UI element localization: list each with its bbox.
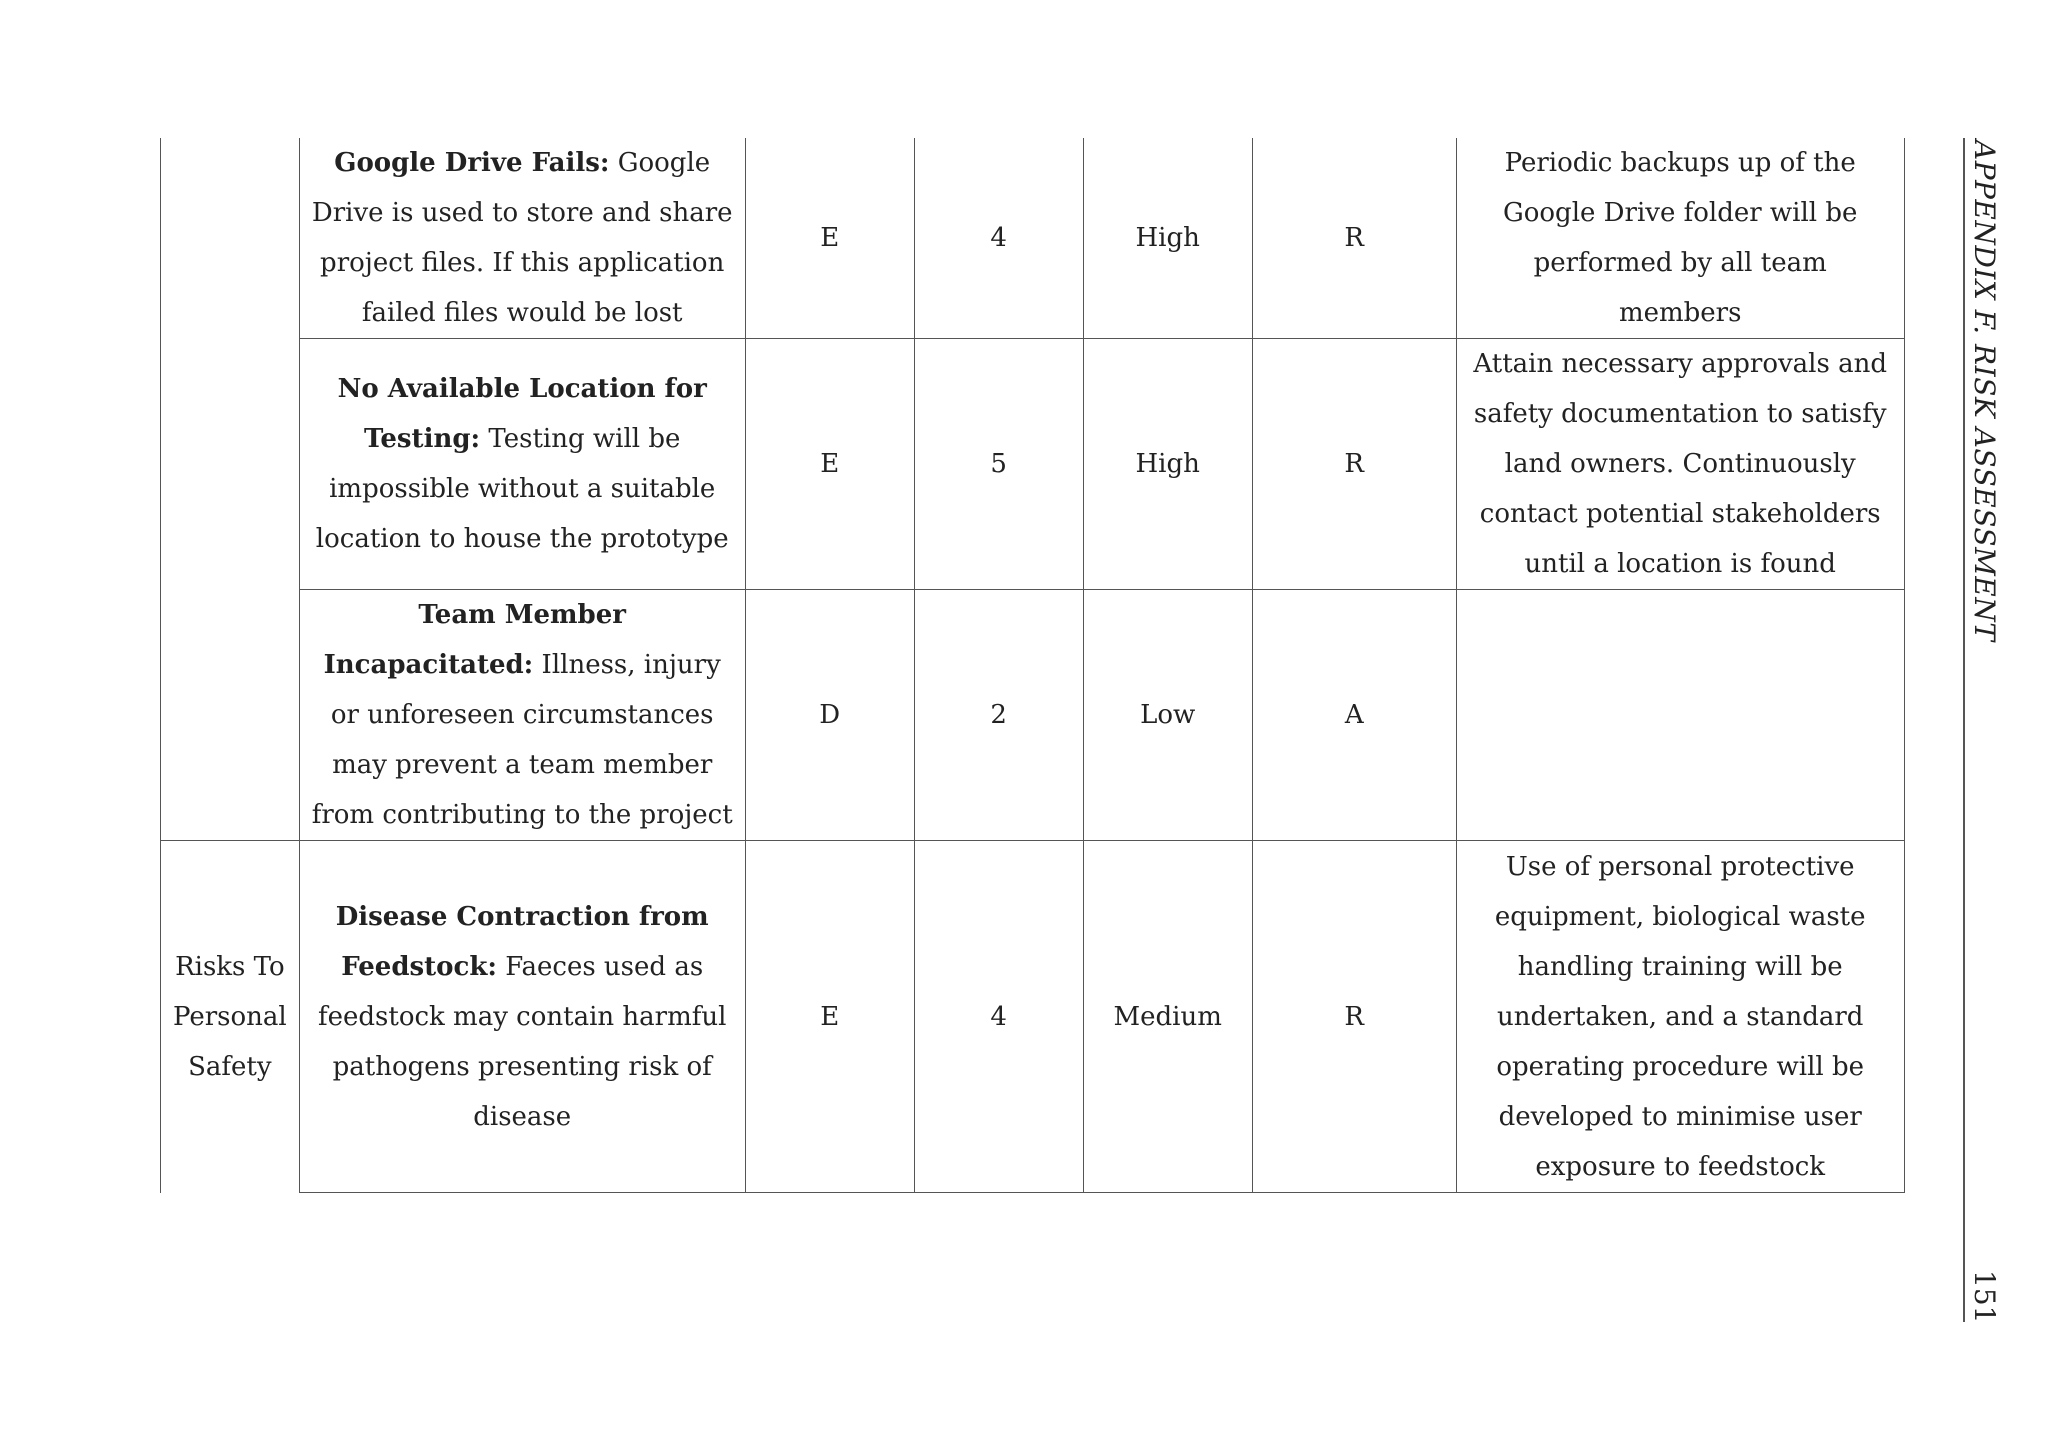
action-cell: R <box>1252 841 1456 1193</box>
risk-description <box>299 339 745 590</box>
risk-category: Risks To Personal Safety <box>161 841 300 1193</box>
mitigation-cell <box>1456 590 1904 841</box>
risk-title: No Available Location for Testing: <box>337 374 707 454</box>
risk-title: Team Member Incapacitated: <box>323 600 626 680</box>
impact-cell: 4 <box>914 841 1083 1193</box>
likelihood-cell: E <box>745 138 914 339</box>
risk-detail: Testing will be impossible without a suitable location to house the prototype <box>315 424 729 554</box>
likelihood-cell: E <box>745 339 914 590</box>
likelihood-cell: E <box>745 841 914 1193</box>
mitigation-cell: Use of personal protective equipment, biological waste handling training will be undertaken, and a standard operating procedure will be developed to minimise user exposure to feedstock <box>1456 841 1904 1193</box>
risk-table <box>160 138 1905 1193</box>
risk-level-cell: High <box>1083 138 1252 339</box>
action-cell: R <box>1252 138 1456 339</box>
mitigation-cell: Attain necessary approvals and safety documentation to satisfy land owners. Continuously contact potential stakeholders until a location is found <box>1456 339 1904 590</box>
risk-detail: Illness, injury or unforeseen circumstances may prevent a team member from contributing to the project <box>311 650 733 830</box>
mitigation-cell: Periodic backups up of the Google Drive folder will be performed by all team members <box>1456 138 1904 339</box>
risk-description <box>299 138 745 339</box>
risk-title: Disease Contraction from Feedstock: <box>335 901 709 982</box>
risk-title: Google Drive Fails: <box>334 148 610 178</box>
impact-cell: 5 <box>914 339 1083 590</box>
table-row <box>161 841 1905 1193</box>
table-row <box>161 339 1905 590</box>
likelihood-cell: D <box>745 590 914 841</box>
risk-detail: Faeces used as feedstock may contain harmful pathogens presenting risk of disease <box>317 951 727 1132</box>
risk-level-cell: High <box>1083 339 1252 590</box>
action-cell: A <box>1252 590 1456 841</box>
risk-description <box>299 590 745 841</box>
impact-cell: 4 <box>914 138 1083 339</box>
table-row <box>161 138 1905 339</box>
risk-level-cell: Low <box>1083 590 1252 841</box>
risk-description <box>299 841 745 1193</box>
table-row <box>161 590 1905 841</box>
page-number: 151 <box>1968 1270 2001 1324</box>
risk-level-cell: Medium <box>1083 841 1252 1193</box>
risk-category <box>161 138 300 841</box>
action-cell: R <box>1252 339 1456 590</box>
header-rule <box>1963 138 1965 1322</box>
impact-cell: 2 <box>914 590 1083 841</box>
running-header: APPENDIX F. RISK ASSESSMENT <box>1968 140 2001 642</box>
risk-detail: Google Drive is used to store and share project files. If this application failed files would be lost <box>311 148 733 328</box>
